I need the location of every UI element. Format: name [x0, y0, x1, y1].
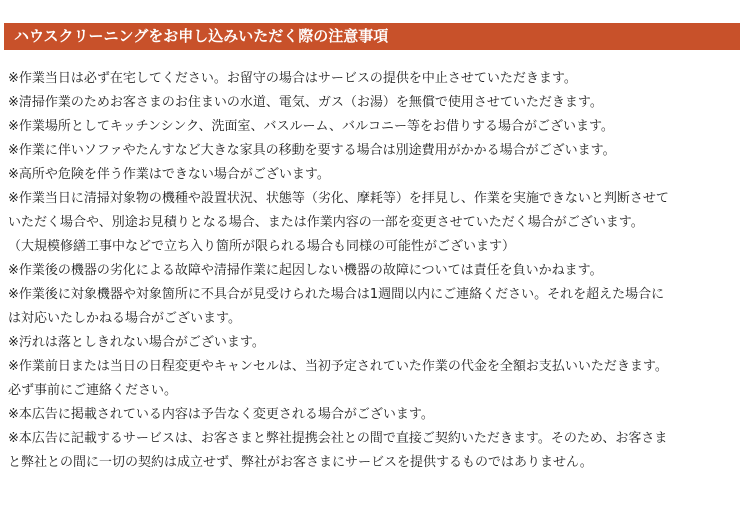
note-line: は対応いたしかねる場合がございます。 [8, 311, 241, 326]
note-line: ※本広告に記載するサービスは、お客さまと弊社提携会社との間で直接ご契約いただきます。そのため、お客さま [8, 431, 668, 446]
note-line: ※作業当日に清掃対象物の機種や設置状況、状態等（劣化、摩耗等）を拝見し、作業を実施できないと判断させて [8, 191, 669, 206]
note-line: （大規模修繕工事中などで立ち入り箇所が限られる場合も同様の可能性がございます） [8, 239, 516, 254]
note-line: ※作業前日または当日の日程変更やキャンセルは、当初予定されていた作業の代金を全額お支払いいただきます。 [8, 359, 668, 374]
note-line: ※作業場所としてキッチンシンク、洗面室、バスルーム、バルコニー等をお借りする場合がございます。 [8, 119, 614, 134]
header-bar [4, 23, 740, 50]
note-line: いただく場合や、別途お見積りとなる場合、または作業内容の一部を変更させていただく場合がございます。 [8, 215, 644, 230]
page-title: ハウスクリーニングをお申し込みいただく際の注意事項 [14, 27, 389, 45]
note-line: ※汚れは落としきれない場合がございます。 [8, 335, 265, 350]
note-line: ※作業後の機器の劣化による故障や清掃作業に起因しない機器の故障については責任を負いかねます。 [8, 263, 603, 278]
note-line: ※本広告に掲載されている内容は予告なく変更される場合がございます。 [8, 407, 434, 422]
note-line: と弊社との間に一切の契約は成立せず、弊社がお客さまにサービスを提供するものではありません。 [8, 455, 593, 470]
note-line: ※作業に伴いソファやたんすなど大きな家具の移動を要する場合は別途費用がかかる場合がございます。 [8, 143, 616, 158]
note-line: 必ず事前にご連絡ください。 [8, 383, 178, 398]
notes-list [8, 67, 736, 475]
note-line: ※作業当日は必ず在宅してください。お留守の場合はサービスの提供を中止させていただきます。 [8, 71, 577, 86]
note-line: ※作業後に対象機器や対象箇所に不具合が見受けられた場合は1週間以内にご連絡ください。それを超えた場合に [8, 287, 665, 302]
note-line: ※高所や危険を伴う作業はできない場合がございます。 [8, 167, 330, 182]
note-line: ※清掃作業のためお客さまのお住まいの水道、電気、ガス（お湯）を無償で使用させていただきます。 [8, 95, 603, 110]
